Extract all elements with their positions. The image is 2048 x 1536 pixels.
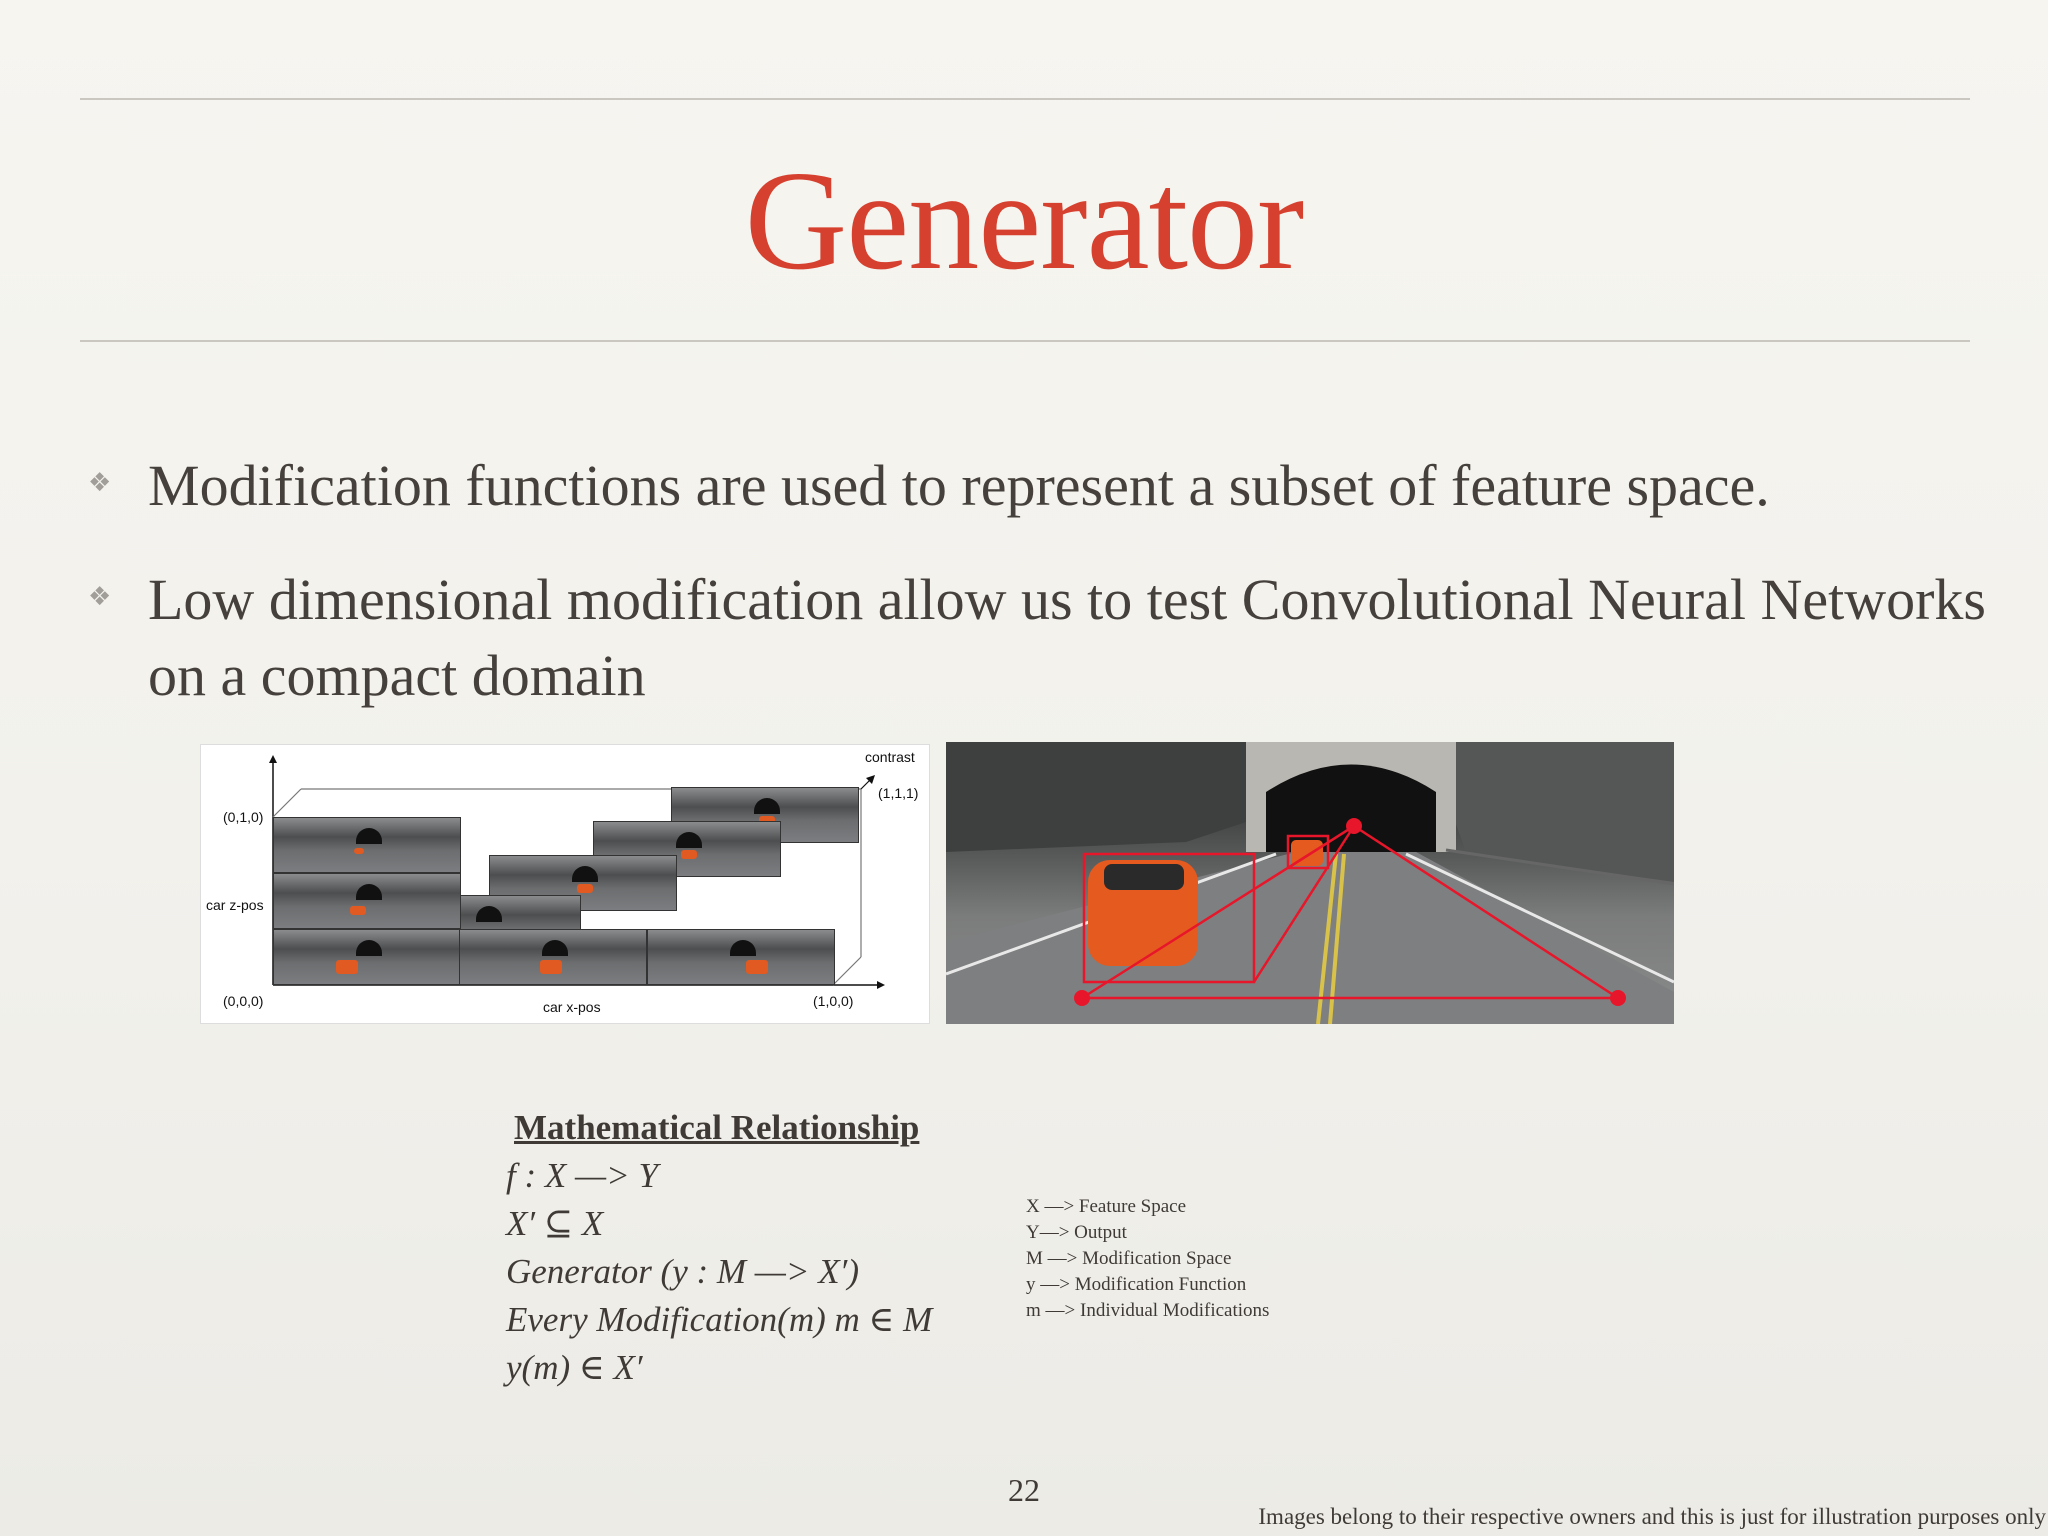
z-axis-label: car z-pos bbox=[206, 897, 264, 913]
legend-line-3: M —> Modification Space bbox=[1026, 1248, 1232, 1269]
road-photo-figure bbox=[946, 742, 1674, 1024]
legend-line-2: Y—> Output bbox=[1026, 1222, 1127, 1243]
bullet-2-text: Low dimensional modification allow us to test Convolutional Neural Networks on a compact domain bbox=[148, 567, 1986, 708]
math-line-5: y(m) ∈ X′ bbox=[506, 1348, 643, 1387]
image-tile bbox=[273, 929, 461, 985]
bullet-2 bbox=[88, 562, 2028, 714]
far-corner-label: (1,1,1) bbox=[878, 785, 919, 801]
page-number: 22 bbox=[1008, 1472, 1040, 1508]
contrast-axis-label: contrast bbox=[865, 749, 915, 765]
road-scene-illustration bbox=[946, 742, 1674, 1024]
math-line-4: Every Modification(m) m ∈ M bbox=[506, 1300, 933, 1339]
diamond-bullet-icon: ❖ bbox=[88, 468, 112, 498]
image-tile bbox=[273, 873, 461, 929]
image-tile bbox=[459, 929, 647, 985]
bullet-1 bbox=[88, 448, 2028, 524]
math-line-1: f : X —> Y bbox=[506, 1156, 658, 1195]
modification-space-figure bbox=[200, 744, 930, 1024]
bullet-1-text: Modification functions are used to represent a subset of feature space. bbox=[148, 453, 1770, 518]
legend-line-1: X —> Feature Space bbox=[1026, 1196, 1187, 1217]
diamond-bullet-icon: ❖ bbox=[88, 582, 112, 612]
z-end-label: (0,1,0) bbox=[223, 809, 264, 825]
title-rule bbox=[80, 340, 1970, 342]
image-tile bbox=[647, 929, 835, 985]
image-tile bbox=[273, 817, 461, 873]
x-axis-label: car x-pos bbox=[543, 999, 601, 1015]
top-rule bbox=[80, 98, 1970, 100]
math-line-3: Generator (y : M —> X′) bbox=[506, 1252, 859, 1291]
legend-line-4: y —> Modification Function bbox=[1026, 1274, 1247, 1295]
math-line-2: X′ ⊆ X bbox=[506, 1204, 604, 1243]
slide-title: Generator bbox=[744, 141, 1304, 299]
origin-label: (0,0,0) bbox=[223, 993, 264, 1009]
x-end-label: (1,0,0) bbox=[813, 993, 854, 1009]
legend-line-5: m —> Individual Modifications bbox=[1026, 1300, 1270, 1321]
math-heading: Mathematical Relationship bbox=[514, 1108, 920, 1147]
footer-note: Images belong to their respective owners and this is just for illustration purposes only bbox=[1258, 1504, 2046, 1529]
